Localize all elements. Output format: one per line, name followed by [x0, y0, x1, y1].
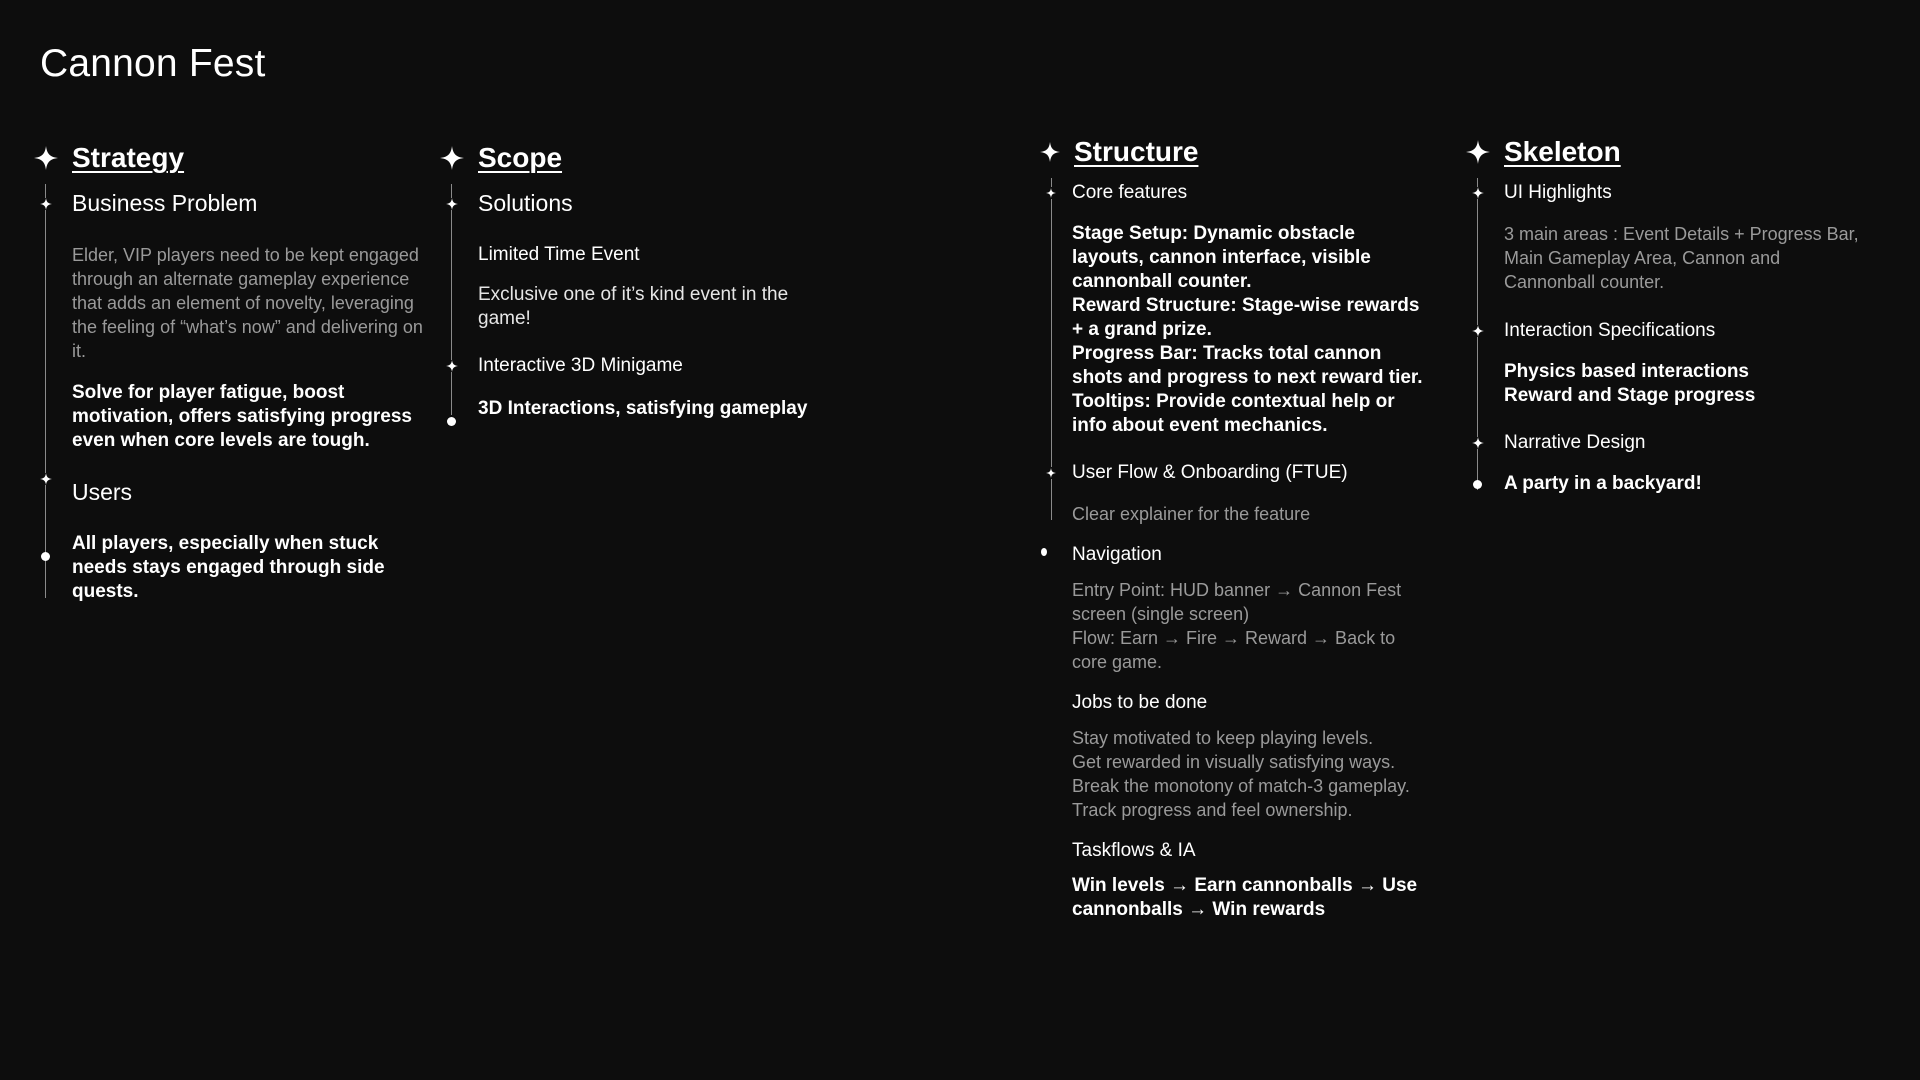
sparkle-icon	[1466, 140, 1490, 164]
ui-highlights-label: UI Highlights	[1504, 174, 1866, 212]
navigation-flow: Flow: Earn → Fire → Reward → Back to core game.	[1072, 628, 1396, 672]
user-flow-description: Clear explainer for the feature	[1072, 504, 1311, 524]
structure-tail	[1040, 544, 1430, 922]
end-dot-icon	[447, 417, 456, 426]
navigation-label: Navigation	[1072, 544, 1162, 565]
business-problem-label: Business Problem	[72, 180, 424, 227]
sparkle-icon	[40, 473, 52, 485]
navigation-details	[1072, 578, 1430, 674]
sparkle-icon	[1472, 437, 1484, 449]
sparkle-icon	[1046, 467, 1058, 479]
page-title: Cannon Fest	[40, 42, 266, 85]
sparkle-icon	[440, 146, 464, 170]
jobs-list	[1072, 726, 1430, 822]
core-feature-item: Stage Setup: Dynamic obstacle layouts, cannon interface, visible cannonball counter.	[1072, 223, 1371, 292]
sparkle-icon	[40, 198, 52, 210]
user-flow-label: User Flow & Onboarding (FTUE)	[1072, 454, 1430, 492]
limited-time-event-label: Limited Time Event	[478, 244, 640, 265]
job-item: Stay motivated to keep playing levels.	[1072, 728, 1374, 748]
ui-highlights-description: 3 main areas : Event Details + Progress Bar, Main Gameplay Area, Cannon and Cannonball counter.	[1504, 224, 1859, 292]
structure-rail	[1040, 174, 1430, 526]
skeleton-heading[interactable]: Skeleton	[1504, 136, 1621, 167]
sparkle-icon	[1046, 187, 1058, 199]
skeleton-column	[1466, 130, 1866, 512]
end-dot-icon	[1041, 548, 1047, 556]
taskflows-description: Win levels → Earn cannonballs → Use cannonballs → Win rewards	[1072, 875, 1418, 920]
interaction-item: Reward and Stage progress	[1504, 385, 1756, 406]
strategy-heading[interactable]: Strategy	[72, 142, 185, 173]
job-item: Track progress and feel ownership.	[1072, 800, 1353, 820]
users-label: Users	[72, 469, 424, 516]
scope-heading[interactable]: Scope	[478, 142, 563, 173]
strategy-column	[34, 136, 424, 620]
users-description: All players, especially when stuck needs stays engaged through side quests.	[72, 532, 424, 604]
minigame-description: 3D Interactions, satisfying gameplay	[478, 397, 820, 421]
job-item: Get rewarded in visually satisfying ways.	[1072, 752, 1396, 772]
navigation-entry: Entry Point: HUD banner → Cannon Fest screen (single screen)	[1072, 580, 1402, 624]
taskflows-label: Taskflows & IA	[1072, 840, 1196, 861]
sparkle-icon	[446, 360, 458, 372]
strategy-header	[34, 136, 424, 180]
structure-heading[interactable]: Structure	[1074, 136, 1199, 167]
narrative-description: A party in a backyard!	[1504, 472, 1866, 496]
sparkle-icon	[1472, 187, 1484, 199]
job-item: Break the monotony of match-3 gameplay.	[1072, 776, 1410, 796]
interaction-list	[1504, 360, 1866, 408]
minigame-label: Interactive 3D Minigame	[478, 347, 820, 385]
solutions-label: Solutions	[478, 180, 820, 227]
scope-header	[440, 136, 820, 180]
sparkle-icon	[1472, 325, 1484, 337]
core-features-label: Core features	[1072, 174, 1430, 212]
strategy-rail	[34, 180, 424, 604]
narrative-label: Narrative Design	[1504, 424, 1866, 462]
core-features-list	[1072, 222, 1430, 438]
business-problem-goal: Solve for player fatigue, boost motivation, offers satisfying progress even when core levels are tough.	[72, 382, 412, 451]
business-problem-description: Elder, VIP players need to be kept engaged through an alternate gameplay experience that adds an element of novelty, leveraging the feeling of “what’s now” and delivering on it.	[72, 245, 423, 361]
jobs-label: Jobs to be done	[1072, 692, 1208, 713]
end-dot-icon	[41, 552, 50, 561]
limited-time-event-description: Exclusive one of it’s kind event in the game!	[478, 284, 789, 329]
sparkle-icon	[1040, 140, 1060, 164]
sparkle-icon	[446, 198, 458, 210]
interaction-label: Interaction Specifications	[1504, 312, 1866, 350]
scope-rail	[440, 180, 820, 421]
skeleton-rail	[1466, 174, 1866, 496]
end-dot-icon	[1473, 480, 1482, 489]
scope-column	[440, 136, 820, 437]
core-feature-item: Reward Structure: Stage-wise rewards + a grand prize.	[1072, 295, 1420, 340]
sparkle-icon	[34, 146, 58, 170]
core-feature-item: Progress Bar: Tracks total cannon shots and progress to next reward tier.	[1072, 343, 1423, 388]
interaction-item: Physics based interactions	[1504, 361, 1749, 382]
skeleton-header	[1466, 130, 1866, 174]
structure-column	[1040, 130, 1430, 938]
structure-header	[1040, 130, 1430, 174]
core-feature-item: Tooltips: Provide contextual help or info about event mechanics.	[1072, 391, 1395, 436]
